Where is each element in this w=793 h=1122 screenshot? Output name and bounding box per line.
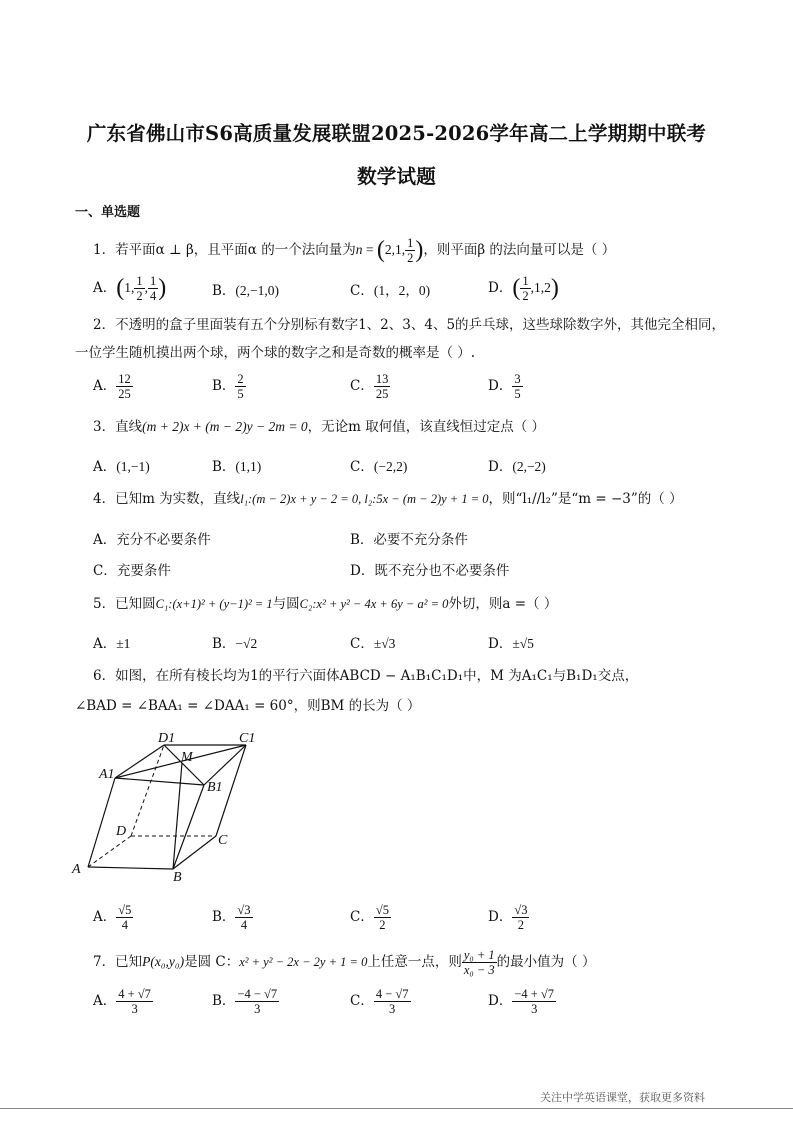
- option-b: B． $\frac{2}{5}$: [212, 372, 244, 401]
- option-c: C． $\frac{√5}{2}$: [350, 903, 389, 932]
- option-d: D．( $\frac{1}{2}$ ,1,2): [488, 274, 559, 303]
- option-b: B．(2,−1,0): [212, 283, 280, 299]
- question-2: 2．不透明的盒子里面装有五个分别标有数字1、2、3、4、5的乒乓球，这些球除数字外，其他完全相同，: [93, 317, 726, 333]
- footer-note: 关注中学英语课堂，获取更多资料: [540, 1091, 705, 1104]
- option-d: D． $\frac{√3}{2}$: [488, 903, 528, 932]
- question-3: 3．直线(m + 2)x + (m − 2)y − 2m = 0，无论m 取何值，该直线恒过定点（ ）: [93, 419, 545, 435]
- option-b: B．必要不充分条件: [350, 532, 468, 548]
- question-6-line2: ∠BAD = ∠BAA₁ = ∠DAA₁ = 60°，则BM 的长为（ ）: [75, 698, 421, 714]
- edge-ad-hidden: [88, 836, 131, 867]
- option-a: A．(1, $\frac{1}{2}$ , $\frac{1}{4}$ ): [93, 274, 167, 303]
- question-6: 6．如图，在所有棱长均为1的平行六面体ABCD − A₁B₁C₁D₁中，M 为A₁C₁与B₁D₁交点，: [93, 668, 639, 684]
- normal-vector-symbol: n: [355, 242, 363, 257]
- option-d: D． $\frac{-4 + √7}{3}$: [488, 987, 555, 1016]
- edge-dd1-hidden: [131, 745, 164, 836]
- question-number: 1．: [93, 242, 116, 258]
- option-c: C．±√3: [350, 636, 396, 652]
- parallelepiped-figure: [66, 728, 266, 888]
- option-b: B．(1,1): [212, 459, 262, 475]
- option-d: D． $\frac{3}{5}$: [488, 372, 521, 401]
- page-subtitle: 数学试题: [357, 165, 436, 188]
- option-d: D．既不充分也不必要条件: [350, 563, 510, 579]
- option-d: D．±√5: [488, 636, 534, 652]
- label-d: D: [116, 824, 127, 839]
- segment-bm: [173, 763, 182, 869]
- vector-value: 2,1,: [384, 242, 406, 257]
- question-5: 5．已知圆C₁:(x+1)² + (y−1)² = 1与圆C₂:x² + y² − 4x + 6y − a² = 0外切，则a =（ ）: [93, 596, 558, 612]
- footer-divider: [0, 1108, 793, 1109]
- option-c: C．(−2,2): [350, 459, 408, 475]
- edge-aa1: [88, 778, 115, 867]
- label-b: B: [173, 870, 182, 885]
- section-heading: 一、单选题: [75, 205, 141, 220]
- label-a: A: [72, 862, 81, 877]
- question-4: 4．已知m 为实数，直线l₁:(m − 2)x + y − 2 = 0, l₂:5x − (m − 2)y + 1 = 0，则“l₁//l₂”是“m = −3”的（ ）: [93, 491, 683, 507]
- label-c: C: [218, 833, 228, 848]
- question-text: 若平面α ⊥ β，且平面α 的一个法向量为: [115, 242, 356, 258]
- option-c: C． $\frac{4 - √7}{3}$: [350, 987, 409, 1016]
- edge-ab: [88, 867, 173, 869]
- option-a: A．充分不必要条件: [93, 532, 211, 548]
- option-b: B． $\frac{√3}{4}$: [212, 903, 251, 932]
- option-b: B．−√2: [212, 636, 258, 652]
- option-a: A． $\frac{√5}{4}$: [93, 903, 132, 932]
- page-title: 广东省佛山市S6高质量发展联盟2025-2026学年高二上学期期中联考: [86, 122, 707, 145]
- option-b: B． $\frac{-4 - √7}{3}$: [212, 987, 278, 1016]
- label-c1: C1: [239, 731, 256, 746]
- vector-fraction: $\frac{1}{2}$: [407, 236, 414, 265]
- option-a: A． $\frac{12}{25}$: [93, 372, 131, 401]
- question-2-line2: 一位学生随机摸出两个球，两个球的数字之和是奇数的概率是（ ）.: [75, 345, 476, 361]
- option-d: D．(2,−2): [488, 459, 546, 475]
- option-a: A． $\frac{4 + √7}{3}$: [93, 987, 151, 1016]
- option-a: A．±1: [93, 636, 131, 652]
- label-d1: D1: [158, 731, 176, 746]
- edge-d1a1: [115, 745, 164, 778]
- question-text-tail: ，则平面β 的法向量可以是（ ）: [423, 242, 616, 258]
- option-c: C．充要条件: [93, 563, 171, 579]
- label-m: M: [181, 750, 193, 765]
- option-c: C． $\frac{13}{25}$: [350, 372, 389, 401]
- option-c: C．(1，2，0): [350, 283, 431, 299]
- question-7: 7．已知P(x₀,y₀)是圆 C：x² + y² − 2x − 2y + 1 = 0上任意一点，则 $\frac{\text{y₀ + 1}}{\text{x₀ − 3}}$ 的最小值为（ ）: [93, 948, 596, 977]
- label-a1: A1: [99, 767, 115, 782]
- edge-a1b1: [115, 778, 204, 785]
- equals-sign: =: [362, 242, 377, 257]
- label-b1: B1: [207, 780, 223, 795]
- option-a: A．(1,−1): [93, 459, 150, 475]
- question-1: 1．若平面α ⊥ β，且平面α 的一个法向量为n = (2,1, $\frac{1}{2}$ )，则平面β 的法向量可以是（ ）: [93, 236, 616, 265]
